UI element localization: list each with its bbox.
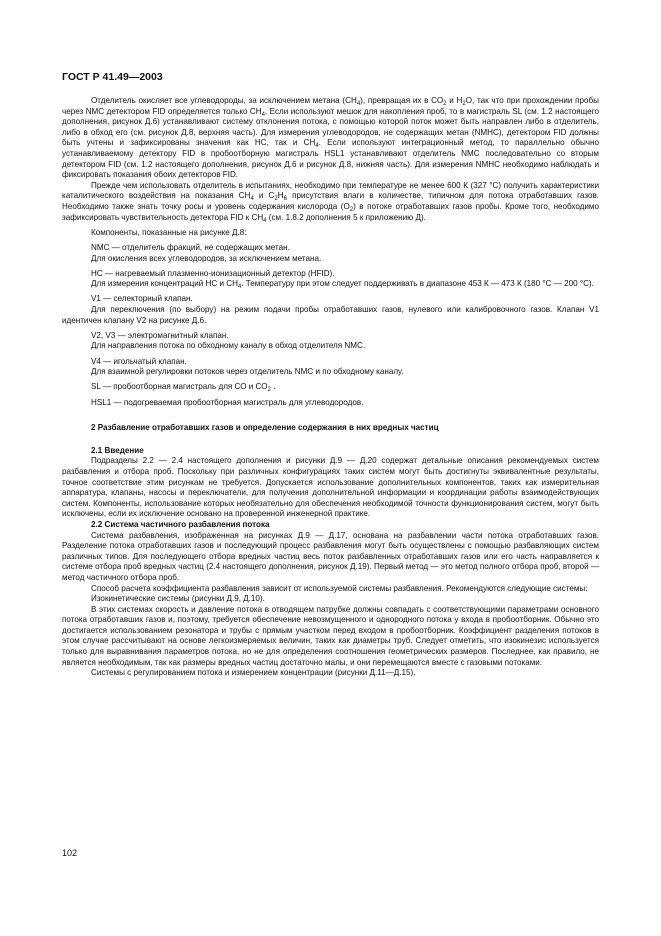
section-2-2-text: Система разбавления, изображенная на рисунках Д.9 — Д.17, основана на разбавлении части потока отработавших газов. Разделение потока отработавших газов и последующий процесс разбавления могут быть осуществлены с помощью разбавляющих систем различных типов. Для последующего отбора вредных частиц весь поток разбавленных отработавших газов или его часть направляется к системе отбора проб вредных частиц (2.4 настоящего дополнения, рисунок Д.19). Первый метод — это метод полного отбора проб, второй — метод частичного отбора проб. — [62, 530, 599, 582]
paragraph-separator-calibration: Прежде чем использовать отделитель в испытаниях, необходимо при температуре не менее 600 К (327 °С) получить характеристики каталитического воздействия на показания $СН_4$ и $С_2Н_6$ присутствия влаги в количестве, типичном для потока отработавших газов. Необходимо также знать точку росы и уровень содержания кислорода $(О_2)$ в потоке отработавших газов пробы. Кроме того, необходимо зафиксировать чувствительность детектора FID к $СН_4$ (см. 1.8.2 дополнения 5 к приложению Д). — [62, 180, 599, 224]
component-v4-title: V4 — игольчатый клапан. — [91, 356, 187, 366]
isokinetic-text: В этих системах скорость и давление потока в отводящем патрубке должны совпадать с соответствующими параметрами основного потока отработавших газов и, поэтому, требуется обеспечение невозмущенного и однородного потока у входа в пробоотборник. Обычно это достигается использованием резонатора и трубы с прямым участком перед входом в пробоотборник. Коэффициент разделения потоков в этом случае рассчитывают на основе легкоизмеряемых величин, таких как диаметры труб. Следует отметить, что изокинезис используется только для выравнивания параметров потока, но не для определения соотношения геометрических размеров. Последнее, как правило, не является необходимым, так как размеры вредных частиц достаточно малы, и они перемещаются вместе с газовыми потоками. — [62, 604, 599, 667]
flow-control-heading: Системы с регулированием потока и измерением концентрации (рисунки Д.11—Д.15). — [91, 668, 416, 678]
document-header: ГОСТ Р 41.49—2003 — [62, 71, 163, 83]
page-body — [62, 96, 599, 679]
component-nmc-desc: Для окисления всех углеводородов, за исключением метана. — [91, 253, 322, 263]
component-hc-title: НС — нагреваемый плазменно-ионизационный детектор (HFID). — [91, 268, 335, 278]
component-sl: SL — пробоотборная магистраль для СО и $СО_2$ . — [91, 382, 276, 394]
components-intro: Компоненты, показанные на рисунке Д.8: — [91, 227, 247, 237]
component-hsl1: HSL1 — подогреваемая пробоотборная магистраль для углеводородов. — [91, 397, 364, 407]
component-v1-desc: Для переключения (по выбору) на режим подачи пробы отработавших газов, нулевого или калибровочного газов. Клапан V1 идентичен клапану V2 на рисунке Д.6. — [62, 305, 599, 325]
section-2-2-method-text: Способ расчета коэффициента разбавления зависит от используемой системы разбавления. Рекомендуются следующие системы: — [91, 583, 588, 593]
isokinetic-heading: Изокинетические системы (рисунки Д.9, Д.10). — [91, 594, 265, 604]
section-2-1-text: Подразделы 2.2 — 2.4 настоящего дополнения и рисунки Д.9 — Д.20 содержат детальные описания рекомендуемых систем разбавления и отбора проб. Поскольку при различных конфигурациях таких систем могут быть достигнуты эквивалентные результаты, точное соответствие этим рисункам не требуется. Допускается использование дополнительных компонентов, таких как измерительная аппаратура, клапаны, насосы и переключатели, для получения дополнительной информации и координации работы взаимодействующих систем. Компоненты, использование которых необязательно для обеспечения необходимой точности функционирования систем, могут быть исключены, если их исключение основано на проверенной инженерной практике. — [62, 456, 599, 519]
section-2-1-heading: 2.1 Введение — [91, 445, 144, 455]
section-2-heading: 2 Разбавление отработавших газов и определение содержания в них вредных частиц — [91, 423, 439, 433]
section-2-2-heading: 2.2 Система частичного разбавления потока — [91, 519, 270, 529]
paragraph-separator-oxidation: Отделитель окисляет все углеводороды, за исключением метана $(СН_4)$, превращая их в $СО_2$ и $Н_2О$, так что при прохождении пробы через NMC детектором FID определяется только $СН_4$. Если используют мешок для накопления проб, то в магистраль SL (см. 1.2 настоящего дополнения, рисунок Д.6) устанавливают систему отклонения потока, с помощью которой поток может быть направлен либо в отделитель, либо в обход его (см. рисунок Д.8, верхняя часть). Для измерения углеводородов, не содержащих метан (NMHC), детектором FID должны быть учтены и зафиксированы значения как НС, так и $СН_4$. Если используют интеграционный метод, то параллельно обычно устанавливаемому детектору FID в пробоотборную магистраль HSL1 устанавливают отделитель NMC последовательно со вторым детектором FID (см. 1.2 настоящего дополнения, рисунок Д.6 и рисунок Д.8, нижняя часть). Для измерения NMHC необходимо наблюдать и фиксировать показания обоих детекторов FID. — [62, 96, 599, 180]
component-v23-desc: Для направления потока по обходному каналу в обход отделителя NMC. — [91, 341, 366, 351]
page-number: 102 — [62, 848, 78, 858]
component-nmc-title: NMC — отделитель фракций, не содержащих метан. — [91, 242, 290, 252]
component-v23-title: V2, V3 — электромагнитный клапан. — [91, 330, 229, 340]
component-hc-desc: Для измерения концентраций НС и $СН_4$. Температуру при этом следует поддерживать в диапазоне 453 К — 473 К (180 °С — 200 °С). — [91, 279, 594, 291]
component-v4-desc: Для взаимной регулировки потоков через отделитель NMC и по обходному каналу. — [91, 367, 404, 377]
component-v1-title: V1 — селекторный клапан. — [91, 294, 193, 304]
